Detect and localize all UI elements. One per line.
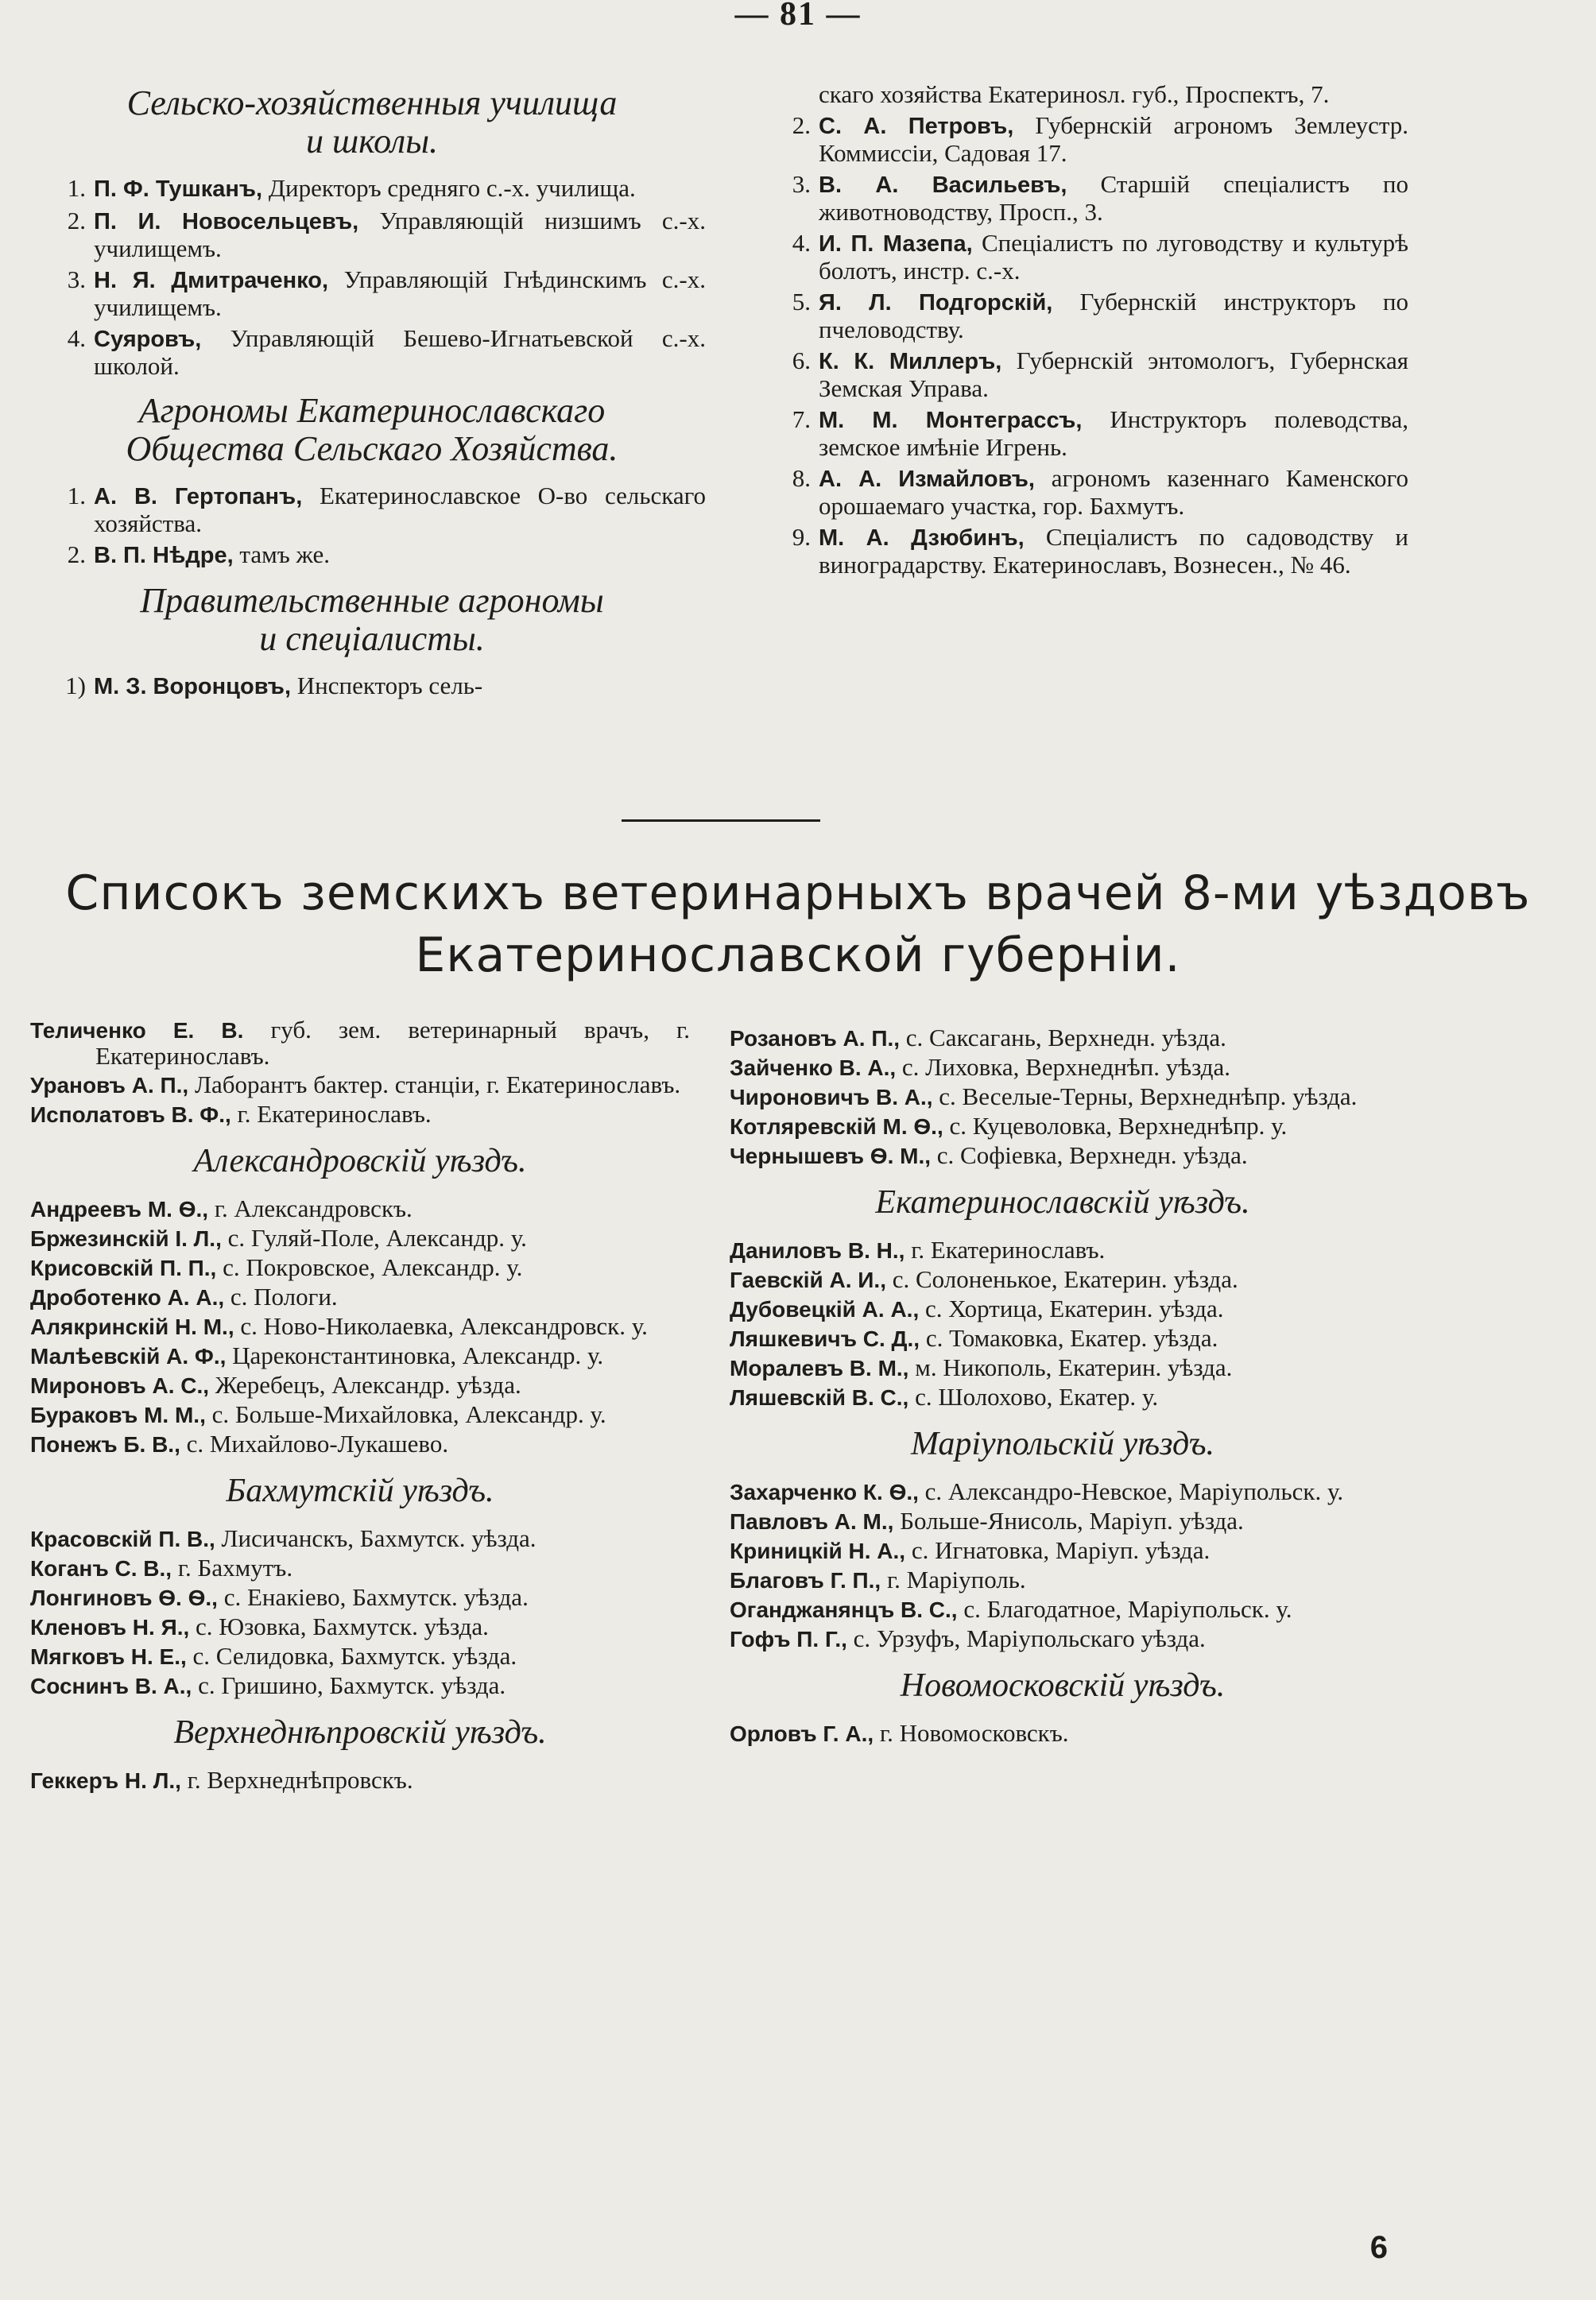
government-heading-line1: Правительственные агрономы xyxy=(140,581,604,620)
person-name: М. М. Монтеграссъ, xyxy=(819,408,1083,433)
person-name: С. А. Петровъ, xyxy=(819,114,1014,139)
vet-name: Понежъ Б. В., xyxy=(30,1432,180,1457)
government-heading-line2: и спеціалисты. xyxy=(259,619,485,658)
numbered-entry xyxy=(38,672,706,700)
society-list xyxy=(38,482,706,569)
vet-name: Дубовецкій А. А., xyxy=(730,1297,920,1322)
vet-location: Лисичанскъ, Бахмутск. уѣзда. xyxy=(221,1524,537,1552)
entry-text: агрономъ казеннаго Каменского орошаемаго участка, гор. Бахмутъ. xyxy=(819,464,1408,520)
vet-entry xyxy=(730,1355,1396,1381)
right-bottom-column xyxy=(730,1025,1396,1750)
entry-text: Екатеринославское О-во сельскаго хозяйства. xyxy=(94,482,707,537)
vet-entry xyxy=(730,1326,1396,1352)
vet-name: Бржезинскій І. Л., xyxy=(30,1226,222,1251)
entry-number: 3. xyxy=(792,170,811,198)
vet-location: с. Александро-Невское, Маріупольск. у. xyxy=(924,1477,1344,1505)
vet-entry xyxy=(30,1102,690,1128)
vet-location: Жеребецъ, Александр. уѣзда. xyxy=(215,1371,521,1399)
society-heading xyxy=(38,392,706,468)
entry-number: 1) xyxy=(65,672,86,699)
vet-entry xyxy=(730,1084,1396,1110)
vet-entry xyxy=(30,1373,690,1399)
vet-entry xyxy=(730,1508,1396,1535)
entry-text: Спеціалистъ по луговодству и культурѣ болотъ, инстр. с.-х. xyxy=(819,229,1408,285)
entry-number: 2. xyxy=(792,111,811,139)
entry-number: 4. xyxy=(792,229,811,257)
entry-number: 5. xyxy=(792,288,811,316)
entry-number: 8. xyxy=(792,464,811,492)
vet-entry xyxy=(730,1479,1396,1505)
corner-number: 6 xyxy=(1369,2230,1388,2265)
vet-location: г. Екатеринославъ. xyxy=(237,1100,432,1128)
entry-number: 2. xyxy=(67,540,86,568)
government-heading xyxy=(38,582,706,658)
vet-location: г. Маріуполь. xyxy=(886,1566,1026,1593)
government-continuation: скаго хозяйства Екатеринosл. губ., Проспектъ, 7. xyxy=(819,80,1330,108)
vet-location: с. Гуляй-Поле, Александр. у. xyxy=(227,1224,527,1252)
vet-location: с. Куцеволовка, Верхнеднѣпр. у. xyxy=(949,1112,1288,1140)
districts-right xyxy=(730,1025,1396,1747)
right-top-column xyxy=(763,81,1408,583)
vet-entry xyxy=(30,1314,690,1340)
vet-entry xyxy=(730,1055,1396,1081)
numbered-entry xyxy=(38,175,706,203)
vet-name: Андреевъ М. Ѳ., xyxy=(30,1197,209,1222)
schools-heading-line1: Сельско-хозяйственныя училища xyxy=(126,83,618,122)
vet-entry xyxy=(730,1567,1396,1593)
entry-number: 3. xyxy=(67,265,86,293)
vet-entry xyxy=(30,1402,690,1428)
vet-location: с. Игнатовка, Маріуп. уѣзда. xyxy=(911,1536,1211,1564)
district-heading: Екатеринославскій уѣздъ. xyxy=(875,1184,1250,1221)
vet-entry xyxy=(30,1072,690,1098)
vet-entry xyxy=(730,1143,1396,1169)
entry-text: Инструкторъ полеводства, земское имѣніе Игрень. xyxy=(819,405,1408,461)
vet-name: Оганджанянцъ В. С., xyxy=(730,1597,958,1622)
entry-number: 6. xyxy=(792,347,811,374)
vet-entry xyxy=(30,1673,690,1699)
vet-location: губ. зем. ветеринарный врачъ, г. Екатеринославъ. xyxy=(95,1016,690,1070)
schools-heading-line2: и школы. xyxy=(305,122,438,161)
vet-entry xyxy=(30,1431,690,1458)
vet-list-title xyxy=(0,862,1596,986)
numbered-entry xyxy=(763,524,1408,578)
vet-entry xyxy=(730,1721,1396,1747)
numbered-entry xyxy=(763,230,1408,284)
vet-entry xyxy=(30,1526,690,1552)
entry-text: Старшій спеціалистъ по животноводству, Просп., 3. xyxy=(819,170,1408,226)
vet-name: Кленовъ Н. Я., xyxy=(30,1615,190,1640)
vet-entry xyxy=(30,1284,690,1311)
entry-text: Губернскій энтомологъ, Губернская Земская Управа. xyxy=(819,347,1408,402)
vet-location: с. Саксагань, Верхнедн. уѣзда. xyxy=(905,1024,1226,1051)
numbered-entry xyxy=(763,465,1408,519)
vet-name: Коганъ С. В., xyxy=(30,1556,172,1581)
vet-location: с. Урзуфъ, Маріупольскаго уѣзда. xyxy=(853,1624,1206,1652)
vet-entry xyxy=(730,1538,1396,1564)
vet-name: Лонгиновъ Ѳ. Ѳ., xyxy=(30,1586,218,1610)
person-name: И. П. Мазепа, xyxy=(819,231,973,257)
government-list xyxy=(38,672,706,700)
vet-location: с. Пологи. xyxy=(230,1283,338,1311)
vet-location: с. Солоненькое, Екатерин. уѣзда. xyxy=(892,1265,1238,1293)
districts-left xyxy=(30,1142,690,1794)
person-name: А. В. Гертопанъ, xyxy=(94,484,303,509)
vet-location: с. Юзовка, Бахмутск. уѣзда. xyxy=(196,1613,489,1640)
entry-text: Управляющій низшимъ с.-х. училищемъ. xyxy=(94,207,706,262)
vet-location: Больше-Янисоль, Маріуп. уѣзда. xyxy=(900,1507,1244,1535)
entry-text: Губернскій инструкторъ по пчеловодству. xyxy=(819,288,1409,343)
entry-text: Инспекторъ сель- xyxy=(296,672,483,699)
vet-entry xyxy=(730,1597,1396,1623)
vet-location: с. Лиховка, Верхнеднѣп. уѣзда. xyxy=(901,1053,1231,1081)
person-name: М. З. Воронцовъ, xyxy=(94,674,292,699)
numbered-entry xyxy=(38,325,706,379)
left-bottom-column xyxy=(30,1017,690,1797)
vet-entry xyxy=(30,1255,690,1281)
vet-location: с. Покровское, Александр. у. xyxy=(223,1253,523,1281)
entry-text: Спеціалистъ по садоводству и виноградарству. Екатеринославъ, Вознесен., № 46. xyxy=(819,523,1408,579)
vet-name: Соснинъ В. А., xyxy=(30,1674,192,1698)
entry-number: 4. xyxy=(67,324,86,352)
section-divider xyxy=(622,819,820,822)
district-heading: Бахмутскій уѣздъ. xyxy=(226,1473,494,1509)
vet-name: Орловъ Г. А., xyxy=(730,1721,874,1746)
numbered-entry xyxy=(763,288,1408,343)
vet-entry xyxy=(730,1113,1396,1140)
entry-text: Управляющій Бешево-Игнатьевской с.-х. школой. xyxy=(94,324,706,380)
vet-title-line1: Списокъ земскихъ ветеринарныхъ врачей 8-ми уѣздовъ xyxy=(65,865,1531,921)
vet-name: Моралевъ В. М., xyxy=(730,1356,909,1380)
vet-name: Мироновъ А. С., xyxy=(30,1373,210,1398)
vet-location: м. Никополь, Екатерин. уѣзда. xyxy=(915,1353,1233,1381)
entry-number: 7. xyxy=(792,405,811,433)
vet-location: г. Новомосковскъ. xyxy=(879,1719,1069,1747)
vet-location: г. Екатеринославъ. xyxy=(911,1236,1106,1264)
schools-list xyxy=(38,175,706,379)
vet-name: Павловъ А. М., xyxy=(730,1509,894,1534)
numbered-entry xyxy=(763,171,1408,225)
entry-text: Губернскій агрономъ Землеустр. Коммиссіи, Садовая 17. xyxy=(819,111,1409,167)
vet-location: с. Михайлово-Лукашево. xyxy=(186,1430,449,1458)
person-name: М. А. Дзюбинъ, xyxy=(819,525,1025,551)
vet-location: Цареконстантиновка, Александр. у. xyxy=(232,1342,604,1369)
vet-name: Урановъ А. П., xyxy=(30,1073,189,1098)
numbered-entry xyxy=(763,347,1408,401)
vet-entry xyxy=(30,1343,690,1369)
vet-name: Бураковъ М. М., xyxy=(30,1403,206,1427)
numbered-entry xyxy=(38,207,706,261)
vet-name: Крисовскій П. П., xyxy=(30,1256,217,1280)
vet-entry xyxy=(730,1267,1396,1293)
vet-name: Красовскій П. В., xyxy=(30,1527,215,1551)
vet-name: Малѣевскій А. Ф., xyxy=(30,1344,227,1369)
vet-name: Даниловъ В. Н., xyxy=(730,1238,905,1263)
vet-entry xyxy=(30,1585,690,1611)
entry-text: Управляющій Гнѣдинскимъ с.-х. училищемъ. xyxy=(94,265,706,321)
society-heading-line1: Агрономы Екатеринославскаго xyxy=(138,391,606,430)
vet-name: Теличенко Е. В. xyxy=(30,1018,244,1043)
vet-location: с. Хортица, Екатерин. уѣзда. xyxy=(924,1295,1224,1322)
vet-location: с. Селидовка, Бахмутск. уѣзда. xyxy=(192,1642,517,1670)
vet-name: Мягковъ Н. Е., xyxy=(30,1644,187,1669)
district-heading: Новомосковскій уѣздъ. xyxy=(900,1667,1226,1704)
vet-location: с. Томаковка, Екатер. уѣзда. xyxy=(925,1324,1218,1352)
vet-name: Гофъ П. Г., xyxy=(730,1627,847,1651)
vet-location: г. Верхнеднѣпровскъ. xyxy=(187,1766,413,1794)
entry-number: 1. xyxy=(67,482,86,509)
vet-location: Лаборантъ бактер. станціи, г. Екатеринославъ. xyxy=(194,1071,681,1098)
entry-number: 9. xyxy=(792,523,811,551)
vet-location: с. Енакіево, Бахмутск. уѣзда. xyxy=(223,1583,529,1611)
district-heading: Маріупольскій уѣздъ. xyxy=(910,1426,1215,1462)
vets-general-list xyxy=(30,1017,690,1128)
entry-text: Директоръ средняго с.-х. училища. xyxy=(268,174,636,202)
person-name: В. П. Нѣдре, xyxy=(94,543,234,568)
vet-name: Зайченко В. А., xyxy=(730,1055,897,1080)
vet-name: Чернышевъ Ѳ. М., xyxy=(730,1144,932,1168)
vet-location: г. Бахмутъ. xyxy=(177,1554,293,1582)
vet-name: Исполатовъ В. Ф., xyxy=(30,1102,231,1127)
schools-heading xyxy=(38,84,706,161)
entry-number: 2. xyxy=(67,207,86,234)
vet-name: Благовъ Г. П., xyxy=(730,1568,881,1593)
vet-name: Криницкій Н. А., xyxy=(730,1539,906,1563)
vet-entry xyxy=(30,1644,690,1670)
numbered-entry xyxy=(763,406,1408,460)
vet-location: г. Александровскъ. xyxy=(214,1195,413,1222)
page-number: — 81 — xyxy=(734,0,862,33)
vet-name: Ляшевскій В. С., xyxy=(730,1385,909,1410)
vet-entry xyxy=(730,1237,1396,1264)
person-name: Суяровъ, xyxy=(94,327,202,352)
numbered-entry xyxy=(763,112,1408,166)
vet-entry xyxy=(730,1626,1396,1652)
person-name: П. Ф. Тушканъ, xyxy=(94,176,263,202)
vet-location: с. Шолохово, Екатер. у. xyxy=(915,1383,1159,1411)
vet-location: с. Больше-Михайловка, Александр. у. xyxy=(211,1400,606,1428)
person-name: Я. Л. Подгорскій, xyxy=(819,290,1053,316)
vet-location: с. Ново-Николаевка, Александровск. у. xyxy=(240,1312,648,1340)
vet-entry xyxy=(30,1768,690,1794)
vet-entry xyxy=(730,1384,1396,1411)
entry-text: тамъ же. xyxy=(239,540,331,568)
society-heading-line2: Общества Сельскаго Хозяйства. xyxy=(126,429,618,468)
vet-location: с. Гришино, Бахмутск. уѣзда. xyxy=(198,1671,506,1699)
vet-entry xyxy=(30,1614,690,1640)
district-heading: Верхнеднѣпровскій уѣздъ. xyxy=(173,1714,547,1751)
left-top-column xyxy=(38,79,706,705)
vet-entry xyxy=(30,1555,690,1582)
vet-name: Чироновичъ В. А., xyxy=(730,1085,933,1109)
vet-location: с. Софіевка, Верхнедн. уѣзда. xyxy=(936,1141,1248,1169)
vet-name: Алякринскій Н. М., xyxy=(30,1315,234,1339)
vet-name: Дроботенко А. А., xyxy=(30,1285,225,1310)
vet-entry xyxy=(730,1296,1396,1322)
vet-entry xyxy=(730,1025,1396,1051)
vet-name: Котляревскій М. Ѳ., xyxy=(730,1114,943,1139)
numbered-entry xyxy=(38,541,706,569)
vet-entry xyxy=(30,1226,690,1252)
person-name: А. А. Измайловъ, xyxy=(819,467,1035,492)
vet-name: Геккеръ Н. Л., xyxy=(30,1768,181,1793)
vet-name: Розановъ А. П., xyxy=(730,1026,901,1051)
vet-name: Ляшкевичъ С. Д., xyxy=(730,1326,920,1351)
vet-name: Гаевскій А. И., xyxy=(730,1268,886,1292)
vet-title-line2: Екатеринославской губерніи. xyxy=(415,927,1181,983)
numbered-entry xyxy=(38,482,706,536)
vet-name: Захарченко К. Ѳ., xyxy=(730,1480,919,1504)
vet-entry xyxy=(30,1017,690,1069)
person-name: К. К. Миллеръ, xyxy=(819,349,1002,374)
vet-location: с. Веселые-Терны, Верхнеднѣпр. уѣзда. xyxy=(939,1082,1358,1110)
entry-number: 1. xyxy=(67,174,86,202)
person-name: П. И. Новосельцевъ, xyxy=(94,209,359,234)
government-right-list xyxy=(763,112,1408,578)
district-heading: Александровскій уѣздъ. xyxy=(193,1143,527,1179)
vet-entry xyxy=(30,1196,690,1222)
vet-location: с. Благодатное, Маріупольск. у. xyxy=(963,1595,1292,1623)
person-name: Н. Я. Дмитраченко, xyxy=(94,268,329,293)
person-name: В. А. Васильевъ, xyxy=(819,172,1067,198)
numbered-entry xyxy=(38,266,706,320)
